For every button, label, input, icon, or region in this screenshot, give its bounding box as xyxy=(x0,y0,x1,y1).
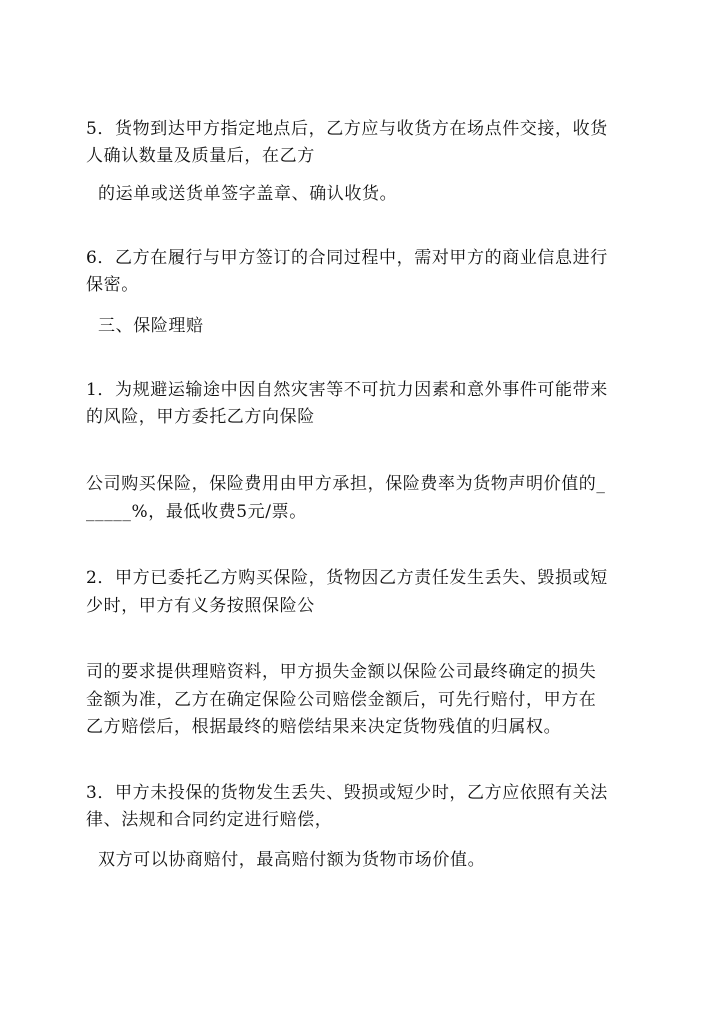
insurance-1-line-4: _____%，最低收费5元/票。 xyxy=(86,502,307,522)
insurance-3-line-3: 双方可以协商赔付，最高赔付额为货物市场价值。 xyxy=(98,850,486,870)
clause-5-line-3: 的运单或送货单签字盖章、确认收货。 xyxy=(98,184,398,204)
insurance-1-line-1: 1．为规避运输途中因自然灾害等不可抗力因素和意外事件可能带来 xyxy=(86,380,608,400)
insurance-1-line-3: 公司购买保险，保险费用由甲方承担，保险费率为货物声明价值的_ xyxy=(86,474,606,494)
insurance-3-line-1: 3．甲方未投保的货物发生丢失、毁损或短少时，乙方应依照有关法 xyxy=(86,783,608,803)
insurance-2-line-1: 2．甲方已委托乙方购买保险，货物因乙方责任发生丢失、毁损或短 xyxy=(86,568,608,588)
clause-5-line-1: 5．货物到达甲方指定地点后，乙方应与收货方在场点件交接，收货 xyxy=(86,119,608,139)
insurance-2-line-2: 少时，甲方有义务按照保险公 xyxy=(86,596,315,616)
insurance-2-line-5: 乙方赔偿后，根据最终的赔偿结果来决定货物残值的归属权。 xyxy=(86,717,562,737)
insurance-2-line-3: 司的要求提供理赔资料，甲方损失金额以保险公司最终确定的损失 xyxy=(86,662,597,682)
insurance-1-line-2: 的风险，甲方委托乙方向保险 xyxy=(86,407,315,427)
section-heading-insurance: 三、保险理赔 xyxy=(98,316,204,336)
insurance-3-line-2: 律、法规和合同约定进行赔偿， xyxy=(86,810,333,830)
clause-6-line-2: 保密。 xyxy=(86,275,139,295)
clause-6-line-1: 6．乙方在履行与甲方签订的合同过程中，需对甲方的商业信息进行 xyxy=(86,248,608,268)
clause-5-line-2: 人确认数量及质量后，在乙方 xyxy=(86,146,315,166)
insurance-2-line-4: 金额为准，乙方在确定保险公司赔偿金额后，可先行赔付，甲方在 xyxy=(86,690,597,710)
